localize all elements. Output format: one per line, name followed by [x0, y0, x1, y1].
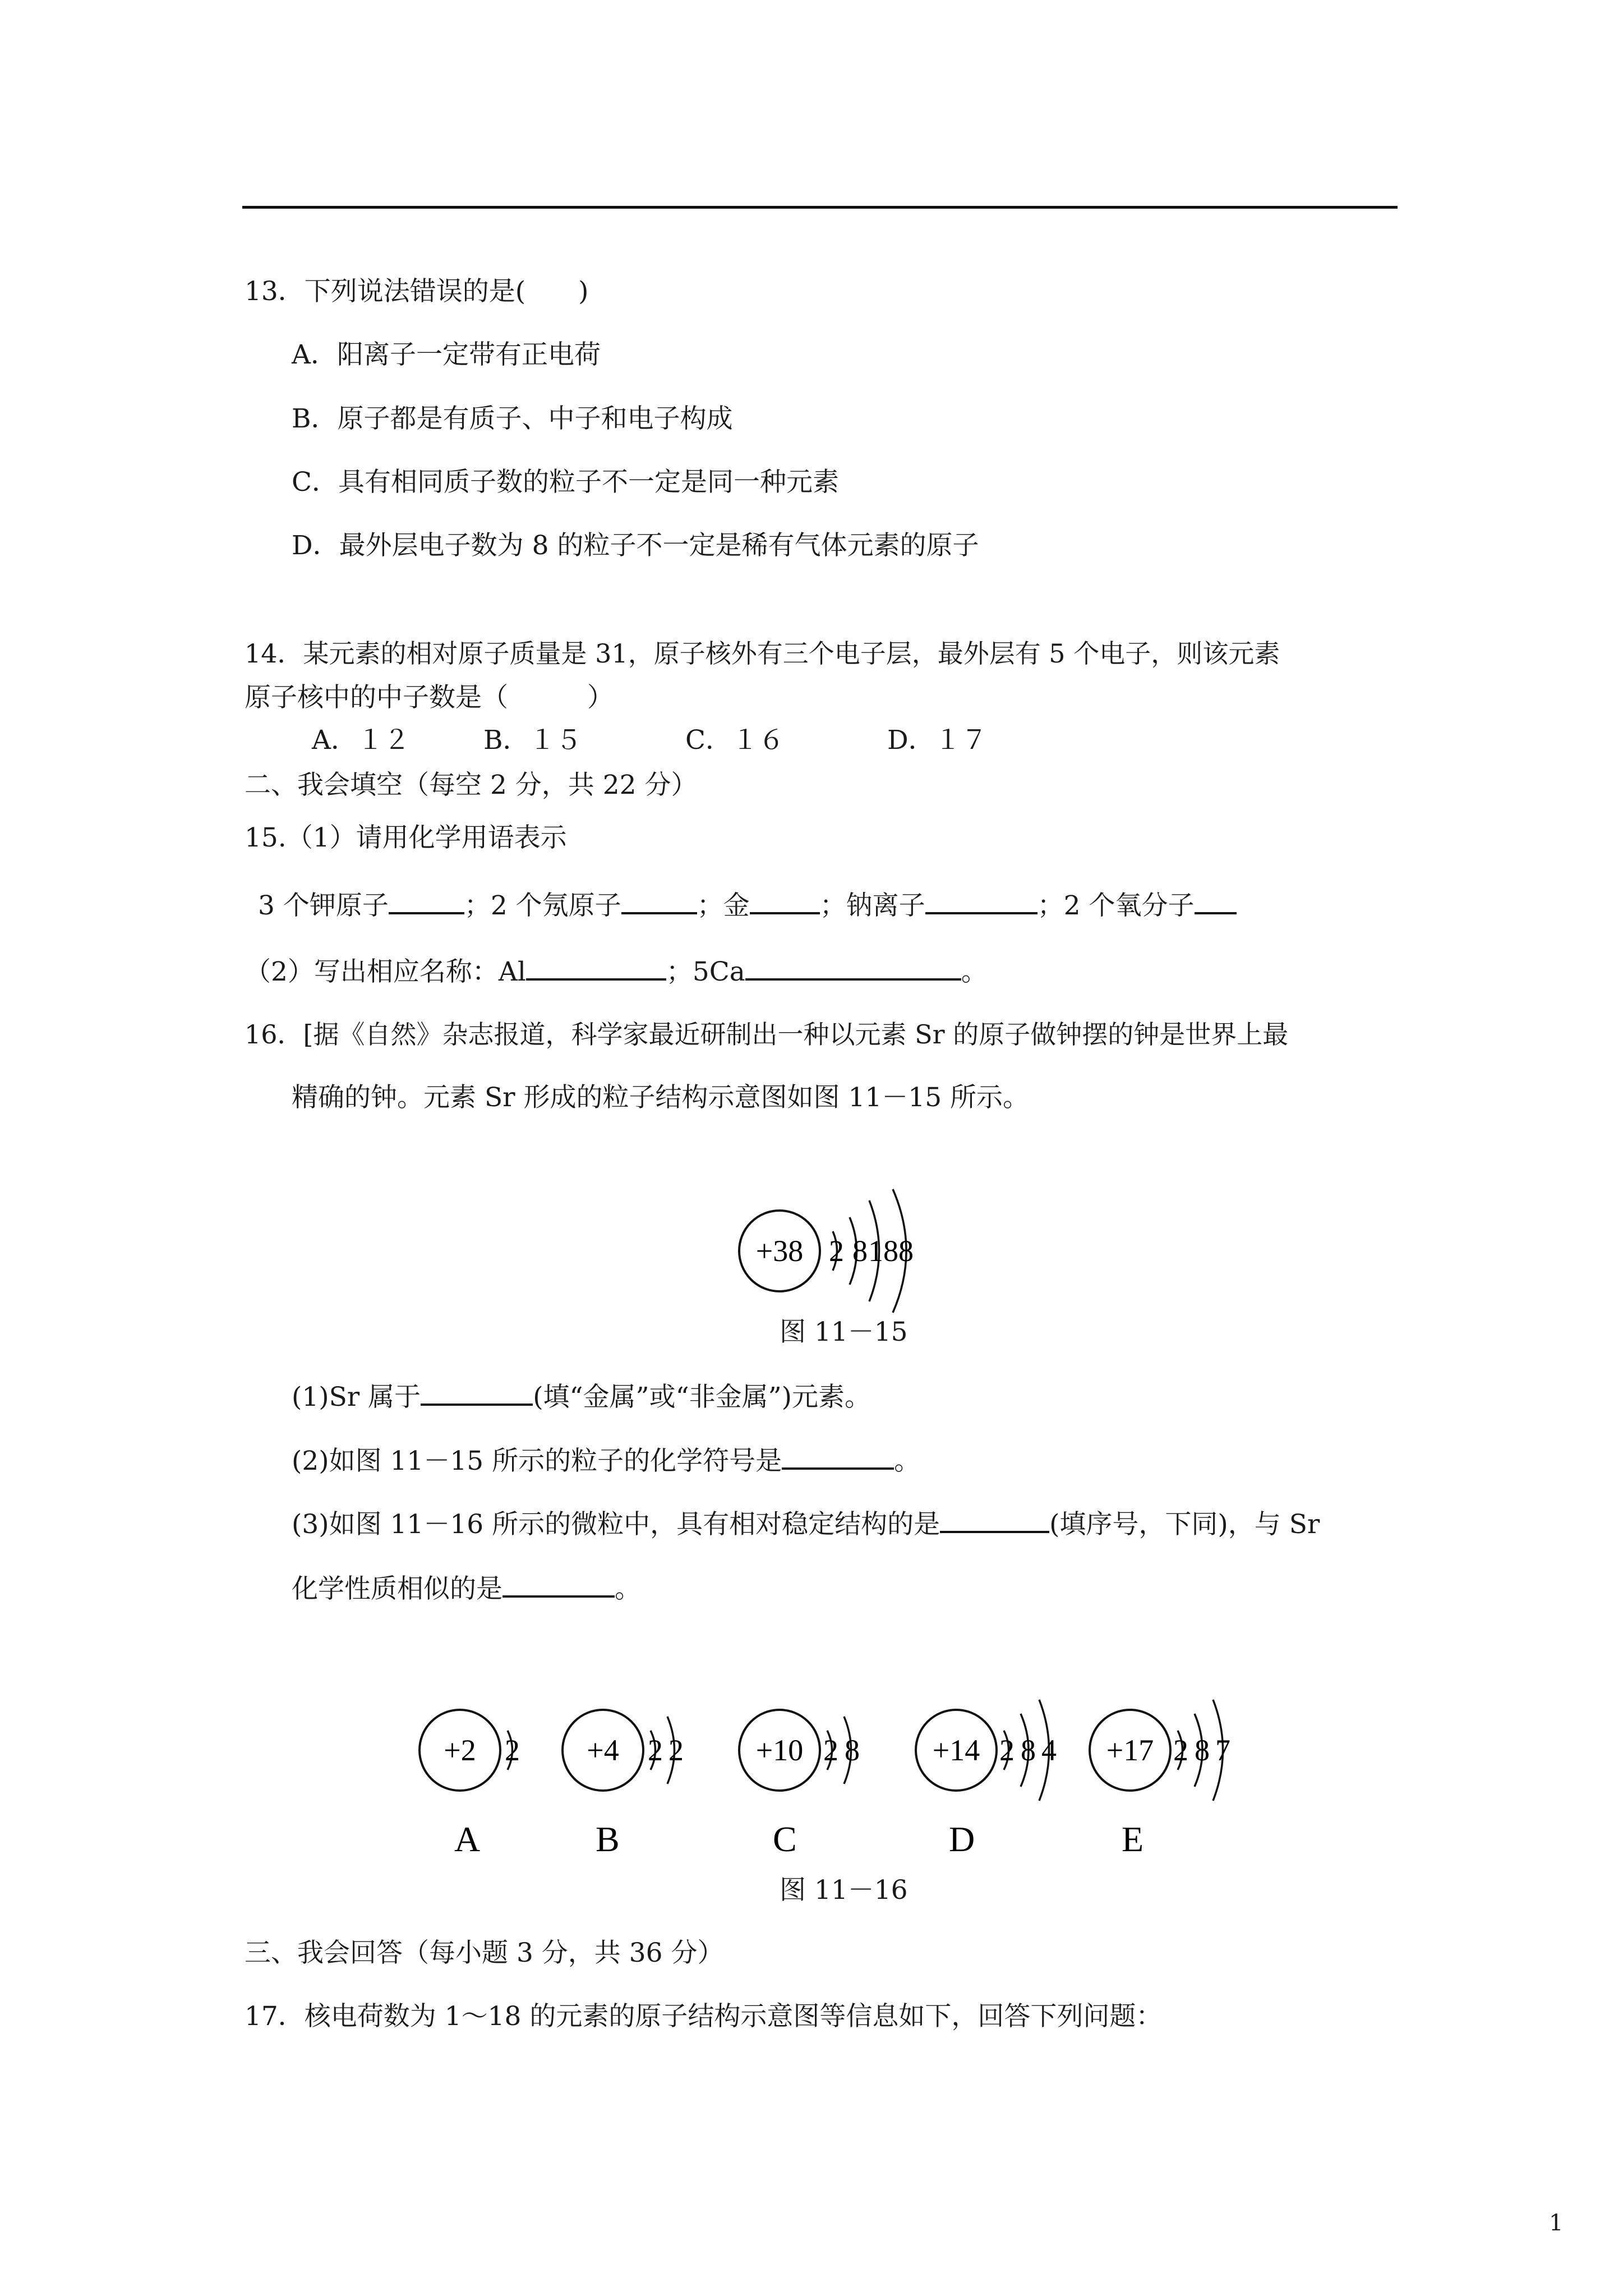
q15-part2-line — [245, 954, 988, 989]
q14-option-a: A．１２ — [312, 725, 410, 756]
q15-part1-title: 15.（1）请用化学用语表示 — [245, 822, 567, 853]
nucleus-charge: +38 — [755, 1234, 804, 1268]
page-number: 1 — [1549, 2210, 1564, 2236]
particle-a — [419, 1710, 520, 1859]
svg-text:B: B — [596, 1819, 620, 1859]
q16-sub3-line2-text: 化学性质相似的是 — [292, 1573, 502, 1604]
figure-caption-11-15: 图 11－15 — [780, 1317, 908, 1347]
q16-sub1-text-end: (填“金属”或“非金属”)元素。 — [533, 1382, 871, 1412]
particle-d — [916, 1700, 1057, 1859]
q15-part2-sep: ；5Ca — [666, 956, 745, 987]
q16-sub2-text: (2)如图 11－15 所示的粒子的化学符号是 — [292, 1446, 782, 1476]
q13-option-d: D．最外层电子数为 8 的粒子不一定是稀有气体元素的原子 — [292, 530, 979, 561]
figure-caption-11-16: 图 11－16 — [780, 1875, 908, 1906]
svg-text:2: 2 — [505, 1733, 520, 1767]
q15-item-potassium: 3 个钾原子 — [258, 890, 389, 921]
q17-stem: 17．核电荷数为 1～18 的元素的原子结构示意图等信息如下，回答下列问题： — [245, 2001, 1163, 2032]
q16-sub3-line2 — [292, 1571, 641, 1606]
q14-line2: 原子核中的中子数是（ ） — [245, 682, 614, 713]
q16-line2: 精确的钟。元素 Sr 形成的粒子结构示意图如图 11－15 所示。 — [292, 1082, 1030, 1113]
svg-text:+17: +17 — [1106, 1733, 1154, 1767]
svg-text:D: D — [949, 1819, 975, 1859]
svg-text:E: E — [1122, 1819, 1144, 1859]
q14-option-c: C．１６ — [685, 725, 785, 756]
q14-line1: 14．某元素的相对原子质量是 31，原子核外有三个电子层，最外层有 5 个电子，则该元素 — [245, 638, 1280, 669]
shell-electrons: 18 — [868, 1234, 898, 1268]
q14-option-b: B．１５ — [483, 725, 582, 756]
svg-text:+2: +2 — [444, 1733, 476, 1767]
q16-line1: 16．[据《自然》杂志报道，科学家最近研制出一种以元素 Sr 的原子做钟摆的钟是世界上最 — [245, 1019, 1289, 1050]
svg-text:2: 2 — [823, 1733, 838, 1767]
header-rule — [242, 206, 1398, 209]
q16-sub3-text-end: (填序号，下同)，与 Sr — [1049, 1509, 1320, 1540]
q15-part1-line — [258, 887, 1237, 923]
answer-blank[interactable] — [621, 887, 697, 914]
q16-sub3-line2-end: 。 — [615, 1573, 641, 1604]
sr-structure-diagram — [735, 1161, 970, 1329]
answer-blank[interactable] — [1195, 887, 1237, 914]
svg-text:A: A — [454, 1819, 481, 1859]
answer-blank[interactable] — [782, 1443, 894, 1470]
answer-blank[interactable] — [750, 887, 820, 914]
q15-part2-end: 。 — [961, 956, 988, 987]
q16-sub2-end: 。 — [894, 1446, 921, 1476]
section2-heading: 二、我会填空（每空 2 分，共 22 分） — [245, 770, 698, 800]
q16-sub3 — [292, 1506, 1320, 1542]
shell-electrons: 2 — [829, 1234, 844, 1268]
q16-sub1-text: (1)Sr 属于 — [292, 1382, 421, 1412]
particle-e — [1090, 1700, 1230, 1859]
svg-text:+4: +4 — [587, 1733, 619, 1767]
q16-sub2 — [292, 1443, 920, 1478]
particle-diagrams — [404, 1688, 1301, 1868]
particle-b — [562, 1710, 684, 1859]
svg-text:+14: +14 — [932, 1733, 980, 1767]
svg-text:+10: +10 — [755, 1733, 804, 1767]
answer-blank[interactable] — [940, 1506, 1049, 1533]
shell-electrons: 8 — [898, 1234, 914, 1268]
svg-text:2: 2 — [648, 1733, 663, 1767]
q16-sub3-text: (3)如图 11－16 所示的微粒中，具有相对稳定结构的是 — [292, 1509, 940, 1540]
q15-item-sodium-ion: ；钠离子 — [819, 890, 925, 921]
svg-text:C: C — [773, 1819, 797, 1859]
q15-part2-prefix: （2）写出相应名称：Al — [245, 956, 526, 987]
svg-text:8: 8 — [1195, 1733, 1210, 1767]
answer-blank[interactable] — [389, 887, 464, 914]
answer-blank[interactable] — [925, 887, 1038, 914]
q14-option-d: D．１７ — [887, 725, 988, 756]
q15-item-neon: ；2 个氖原子 — [464, 890, 621, 921]
answer-blank[interactable] — [526, 954, 666, 981]
q13-option-c: C．具有相同质子数的粒子不一定是同一种元素 — [292, 467, 839, 498]
q15-item-oxygen: ；2 个氧分子 — [1037, 890, 1195, 921]
svg-text:2: 2 — [1173, 1733, 1188, 1767]
answer-blank[interactable] — [745, 954, 961, 981]
svg-text:4: 4 — [1041, 1733, 1057, 1767]
q13-option-a: A．阳离子一定带有正电荷 — [292, 339, 601, 370]
q13-stem: 13．下列说法错误的是( ) — [245, 276, 589, 307]
shell-electrons: 8 — [852, 1234, 868, 1268]
answer-blank[interactable] — [502, 1571, 615, 1598]
svg-text:8: 8 — [845, 1733, 860, 1767]
section3-heading: 三、我会回答（每小题 3 分，共 36 分） — [245, 1938, 724, 1968]
svg-text:2: 2 — [668, 1733, 684, 1767]
q16-sub1 — [292, 1379, 871, 1414]
svg-text:7: 7 — [1215, 1733, 1230, 1767]
q15-item-gold: ；金 — [697, 890, 750, 921]
particle-c — [739, 1710, 860, 1859]
q13-option-b: B．原子都是有质子、中子和电子构成 — [292, 403, 733, 434]
svg-text:8: 8 — [1021, 1733, 1036, 1767]
svg-text:2: 2 — [999, 1733, 1015, 1767]
answer-blank[interactable] — [421, 1379, 533, 1406]
